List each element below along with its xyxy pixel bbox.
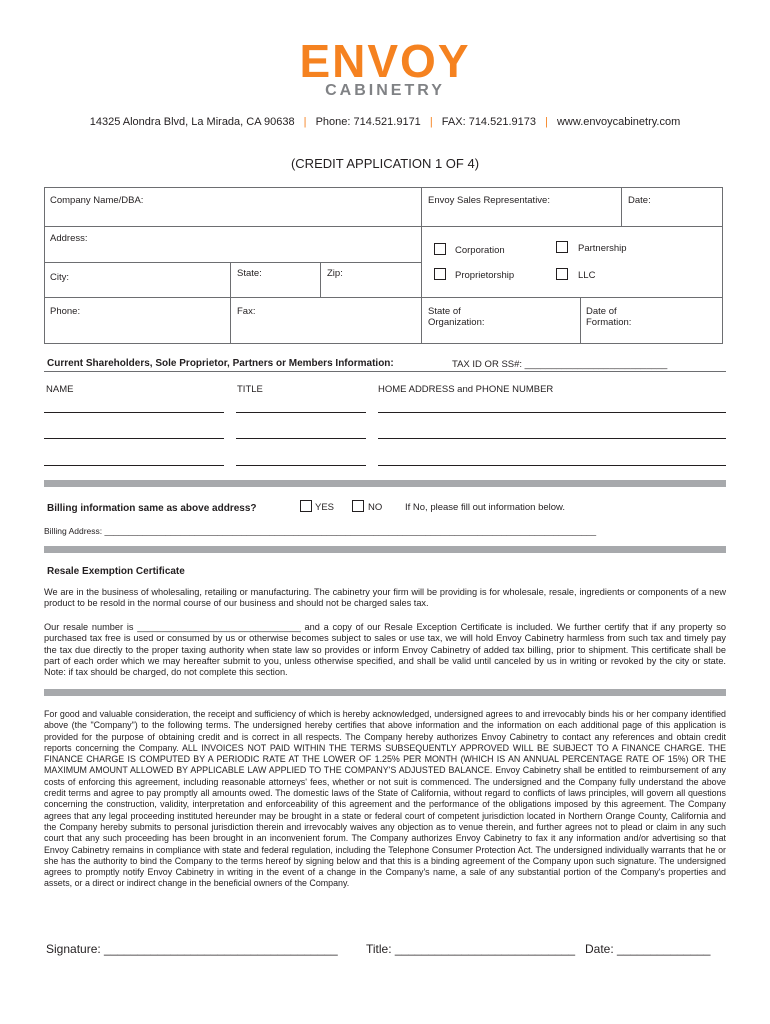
state-of-organization-field[interactable] xyxy=(421,297,581,344)
corporation-label: Corporation xyxy=(455,245,505,256)
billing-yes-checkbox[interactable] xyxy=(300,500,312,512)
company-website[interactable]: www.envoycabinetry.com xyxy=(556,116,681,128)
partnership-label: Partnership xyxy=(578,243,627,254)
company-name-field[interactable] xyxy=(44,187,422,227)
phone-field[interactable] xyxy=(44,297,231,344)
address-label: Address: xyxy=(50,233,88,244)
zip-field[interactable] xyxy=(320,262,422,298)
contact-line xyxy=(0,116,770,128)
address-field[interactable] xyxy=(44,226,422,263)
city-label: City: xyxy=(50,272,69,283)
billing-note: If No, please fill out information below. xyxy=(405,502,566,513)
col-title-header: TITLE xyxy=(237,384,263,395)
company-address: 14325 Alondra Blvd, La Mirada, CA 90638 xyxy=(89,116,295,128)
name-line-3[interactable] xyxy=(44,465,224,466)
zip-label: Zip: xyxy=(327,268,343,279)
resale-paragraph-1: We are in the business of wholesaling, retailing or manufacturing. The cabinetry your firm will be providing is for wholesale, resale, ingredients or components of a new product to be resold in the normal course of our business and should not be charged sales tax. xyxy=(44,587,726,609)
llc-checkbox[interactable] xyxy=(556,268,568,280)
state-label: State: xyxy=(237,268,262,279)
address-line-3[interactable] xyxy=(378,465,726,466)
company-phone: Phone: 714.521.9171 xyxy=(315,116,421,128)
logo-cabinetry: CABINETRY xyxy=(325,82,445,99)
title-field[interactable]: Title: ___________________________ xyxy=(366,942,576,956)
title-line-3[interactable] xyxy=(236,465,366,466)
name-line-2[interactable] xyxy=(44,438,224,439)
company-fax: FAX: 714.521.9173 xyxy=(441,116,536,128)
billing-yes-label: YES xyxy=(315,502,335,513)
resale-paragraph-2: Our resale number is ________________________________ and a copy of our Resale Exception Certificate is included. We further certify that if any property so purchased tax free is used or consumed by us or otherwise becomes subject to sales or use tax, we will hold Envoy Cabinetry harmless from such tax and timely pay the tax due directly to the proper taxing authority when state law so provides or inform Envoy Cabinetry of added tax billing, prior to shipment. This certificate shall be part of each order which we may hereafter submit to you, unless otherwise specified, and shall be valid until canceled by us in writing or revoked by the city or state. Note: if tax should be charged, do not complete this section. xyxy=(44,622,726,678)
separator: | xyxy=(545,116,548,128)
title-line-2[interactable] xyxy=(236,438,366,439)
divider xyxy=(44,371,726,372)
tax-id-field[interactable]: TAX ID OR SS#: ___________________________ xyxy=(452,359,668,370)
partnership-checkbox[interactable] xyxy=(556,241,568,253)
logo-envoy: ENVOY xyxy=(299,35,471,87)
sales-rep-field[interactable] xyxy=(421,187,622,227)
separator: | xyxy=(429,116,433,128)
company-name-label: Company Name/DBA: xyxy=(50,195,144,206)
signature-field[interactable]: Signature: ___________________________________ xyxy=(46,942,338,956)
billing-no-checkbox[interactable] xyxy=(352,500,364,512)
city-field[interactable] xyxy=(44,262,231,298)
col-name-header: NAME xyxy=(46,384,74,395)
title-line-1[interactable] xyxy=(236,412,366,413)
form-title: (CREDIT APPLICATION 1 OF 4) xyxy=(290,156,480,171)
terms-paragraph: For good and valuable consideration, the receipt and sufficiency of which is hereby acknowledged, undersigned agrees to and irrevocably binds his or her company identified above (the "Company") to the following terms. The undersigned hereby certifies that above information and the information on each additional page of this application is provided for the purpose of obtaining credit and is correct in all respects. The Company hereby authorizes Envoy Cabinetry to contact any references and obtain credit reports concerning the Company. ALL INVOICES NOT PAID WITHIN THE TERMS SUBSEQUENTLY APPROVED WILL BE SUBJECT TO A FINANCE CHARGE. THE FINANCE CHARGE IS COMPUTED BY A PERIODIC RATE AT THE LOWER OF 1.25% PER MONTH (WHICH IS AN ANNUAL PERCENTAGE RATE OF 15%) OR THE MAXIMUM AMOUNT ALLOWED BY APPLICABLE LAW APPLIED TO THE COMPANY'S ADJUSTED BALANCE. Envoy Cabinetry shall be entitled to reimbursement of any costs of enforcing this agreement, including reasonable attorneys' fees, whether or not suit is commenced. The undersigned and the Company fully understand the above credit terms and agree to pay promptly all amounts owed. The domestic laws of the State of California, without regard to conflicts of laws principles, will govern all questions concerning the construction, validity, interpretation and enforceability of this agreement and the performance of the obligations imposed by this agreement. The Company agrees that any legal proceeding instituted hereunder may be brought in a state or federal court of competent jurisdiction located in Northern Orange County, California and the Company hereby submits to personal jurisdiction therein and irrevocably waives any objection as to venue therein, and further agrees not to plead or claim in any such court that any such proceeding has been brought in an inconvenient forum. The Company authorizes Envoy Cabinetry to fax it any information and/or advertising so that Envoy Cabinetry remains in compliance with state and federal regulation, including the Telephone Consumer Protection Act. The undersigned individually warrants that he or she has the authority to bind the Company to the terms hereof by signing below and that this is a binding agreement of the Company upon such signature. The undersigned agrees to promptly notify Envoy Cabinetry in writing in the event of a change in the Company's name, a sale of any substantial portion of the Company's properties and assets, or a direct or indirect change in the beneficial owners of the Company. xyxy=(44,709,726,889)
date-of-formation-label: Date of Formation: xyxy=(586,306,632,328)
state-of-organization-label: State of Organization: xyxy=(428,306,485,328)
billing-no-label: NO xyxy=(368,502,383,513)
name-line-1[interactable] xyxy=(44,412,224,413)
date-label: Date: xyxy=(628,195,651,206)
billing-address-field[interactable]: Billing Address: ________________________________________________________________________________________________________ xyxy=(44,526,597,536)
resale-heading: Resale Exemption Certificate xyxy=(47,566,185,577)
shareholders-heading: Current Shareholders, Sole Proprietor, Partners or Members Information: xyxy=(47,358,394,369)
proprietorship-checkbox[interactable] xyxy=(434,268,446,280)
llc-label: LLC xyxy=(578,270,596,281)
date-of-formation-field[interactable] xyxy=(580,297,723,344)
address-line-2[interactable] xyxy=(378,438,726,439)
fax-field[interactable] xyxy=(230,297,422,344)
section-divider-bar xyxy=(44,480,726,487)
date-field[interactable] xyxy=(621,187,723,227)
billing-question: Billing information same as above address? xyxy=(47,503,257,514)
col-address-header: HOME ADDRESS and PHONE NUMBER xyxy=(378,384,554,395)
state-field[interactable] xyxy=(230,262,321,298)
signature-date-field[interactable]: Date: ______________ xyxy=(585,942,711,956)
separator: | xyxy=(303,116,307,128)
address-line-1[interactable] xyxy=(378,412,726,413)
sales-rep-label: Envoy Sales Representative: xyxy=(428,195,550,206)
corporation-checkbox[interactable] xyxy=(434,243,446,255)
entity-type-box xyxy=(421,226,723,298)
proprietorship-label: Proprietorship xyxy=(455,270,515,281)
section-divider-bar xyxy=(44,689,726,696)
fax-label: Fax: xyxy=(237,306,256,317)
phone-label: Phone: xyxy=(50,306,81,317)
section-divider-bar xyxy=(44,546,726,553)
